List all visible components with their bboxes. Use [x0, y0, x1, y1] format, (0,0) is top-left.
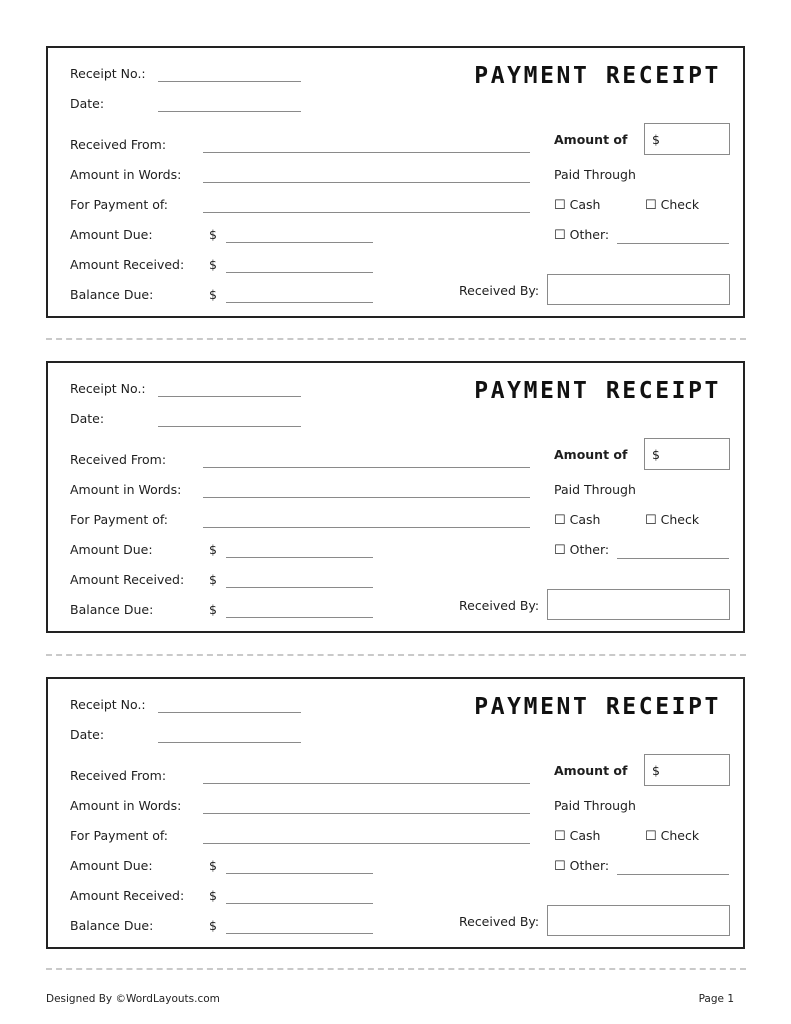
- amount-of-field[interactable]: [644, 438, 730, 470]
- received-from-label: Received From:: [70, 768, 167, 783]
- checkbox-icon[interactable]: ☐: [554, 513, 566, 528]
- payment-receipt: [46, 361, 745, 633]
- date-field[interactable]: [158, 742, 301, 743]
- balance-due-label: Balance Due:: [70, 918, 154, 933]
- currency-symbol: $: [209, 602, 217, 617]
- cut-line: [46, 338, 746, 340]
- currency-symbol: $: [209, 287, 217, 302]
- amount-of-field[interactable]: [644, 754, 730, 786]
- for-payment-of-field[interactable]: [203, 843, 530, 844]
- date-label: Date:: [70, 727, 105, 742]
- amount-due-label: Amount Due:: [70, 858, 153, 873]
- balance-due-field[interactable]: [226, 933, 373, 934]
- currency-symbol: $: [209, 858, 217, 873]
- currency-symbol: $: [209, 542, 217, 557]
- date-field[interactable]: [158, 111, 301, 112]
- amount-in-words-label: Amount in Words:: [70, 482, 182, 497]
- other-field[interactable]: [617, 243, 729, 244]
- received-from-field[interactable]: [203, 783, 530, 784]
- checkbox-icon[interactable]: ☐: [645, 198, 657, 213]
- paid-through-label: Paid Through: [554, 167, 636, 182]
- received-by-label: Received By:: [459, 598, 540, 613]
- page-number: Page 1: [698, 993, 734, 1005]
- amount-received-label: Amount Received:: [70, 257, 185, 272]
- balance-due-field[interactable]: [226, 302, 373, 303]
- checkbox-icon[interactable]: ☐: [554, 228, 566, 243]
- amount-in-words-label: Amount in Words:: [70, 167, 182, 182]
- receipt-no-label: Receipt No.:: [70, 697, 146, 712]
- currency-symbol: $: [209, 918, 217, 933]
- receipt-no-field[interactable]: [158, 81, 301, 82]
- receipt-title: PAYMENT RECEIPT: [474, 378, 721, 404]
- balance-due-label: Balance Due:: [70, 602, 154, 617]
- check-option[interactable]: [645, 828, 699, 844]
- date-label: Date:: [70, 411, 105, 426]
- amount-of-label: Amount of: [554, 763, 628, 778]
- currency-symbol: $: [209, 227, 217, 242]
- currency-symbol: $: [209, 257, 217, 272]
- amount-of-label: Amount of: [554, 132, 628, 147]
- amount-in-words-field[interactable]: [203, 813, 530, 814]
- amount-due-label: Amount Due:: [70, 227, 153, 242]
- received-from-field[interactable]: [203, 152, 530, 153]
- other-option[interactable]: [554, 542, 609, 558]
- amount-due-label: Amount Due:: [70, 542, 153, 557]
- for-payment-of-field[interactable]: [203, 212, 530, 213]
- payment-receipt: [46, 46, 745, 318]
- received-from-label: Received From:: [70, 452, 167, 467]
- cash-label: Cash: [569, 197, 601, 212]
- currency-symbol: $: [652, 132, 660, 147]
- other-option[interactable]: [554, 858, 609, 874]
- amount-due-field[interactable]: [226, 873, 373, 874]
- date-label: Date:: [70, 96, 105, 111]
- designed-by-credit: Designed By ©WordLayouts.com: [46, 993, 220, 1005]
- other-label: Other:: [569, 858, 610, 873]
- paid-through-label: Paid Through: [554, 482, 636, 497]
- checkbox-icon[interactable]: ☐: [554, 543, 566, 558]
- receipt-title: PAYMENT RECEIPT: [474, 63, 721, 89]
- paid-through-label: Paid Through: [554, 798, 636, 813]
- cut-line: [46, 654, 746, 656]
- payment-receipt: [46, 677, 745, 949]
- balance-due-field[interactable]: [226, 617, 373, 618]
- amount-due-field[interactable]: [226, 242, 373, 243]
- receipt-no-label: Receipt No.:: [70, 66, 146, 81]
- cash-option[interactable]: [554, 197, 600, 213]
- received-by-field[interactable]: [547, 274, 730, 305]
- date-field[interactable]: [158, 426, 301, 427]
- balance-due-label: Balance Due:: [70, 287, 154, 302]
- receipt-no-label: Receipt No.:: [70, 381, 146, 396]
- checkbox-icon[interactable]: ☐: [554, 198, 566, 213]
- check-label: Check: [660, 828, 700, 843]
- checkbox-icon[interactable]: ☐: [554, 829, 566, 844]
- for-payment-of-field[interactable]: [203, 527, 530, 528]
- amount-in-words-field[interactable]: [203, 497, 530, 498]
- cash-label: Cash: [569, 828, 601, 843]
- amount-received-field[interactable]: [226, 903, 373, 904]
- checkbox-icon[interactable]: ☐: [645, 513, 657, 528]
- check-label: Check: [660, 197, 700, 212]
- amount-of-label: Amount of: [554, 447, 628, 462]
- cut-line: [46, 968, 746, 970]
- checkbox-icon[interactable]: ☐: [645, 829, 657, 844]
- received-from-label: Received From:: [70, 137, 167, 152]
- cash-label: Cash: [569, 512, 601, 527]
- receipt-no-field[interactable]: [158, 712, 301, 713]
- receipt-title: PAYMENT RECEIPT: [474, 694, 721, 720]
- amount-in-words-label: Amount in Words:: [70, 798, 182, 813]
- other-label: Other:: [569, 227, 610, 242]
- received-by-field[interactable]: [547, 589, 730, 620]
- amount-of-field[interactable]: [644, 123, 730, 155]
- cash-option[interactable]: [554, 512, 600, 528]
- other-option[interactable]: [554, 227, 609, 243]
- currency-symbol: $: [209, 572, 217, 587]
- received-from-field[interactable]: [203, 467, 530, 468]
- for-payment-of-label: For Payment of:: [70, 828, 169, 843]
- amount-received-field[interactable]: [226, 587, 373, 588]
- receipt-no-field[interactable]: [158, 396, 301, 397]
- received-by-label: Received By:: [459, 914, 540, 929]
- amount-in-words-field[interactable]: [203, 182, 530, 183]
- check-label: Check: [660, 512, 700, 527]
- currency-symbol: $: [209, 888, 217, 903]
- amount-received-label: Amount Received:: [70, 572, 185, 587]
- for-payment-of-label: For Payment of:: [70, 197, 169, 212]
- currency-symbol: $: [652, 763, 660, 778]
- received-by-label: Received By:: [459, 283, 540, 298]
- cash-option[interactable]: [554, 828, 600, 844]
- check-option[interactable]: [645, 512, 699, 528]
- checkbox-icon[interactable]: ☐: [554, 859, 566, 874]
- for-payment-of-label: For Payment of:: [70, 512, 169, 527]
- amount-received-label: Amount Received:: [70, 888, 185, 903]
- other-field[interactable]: [617, 874, 729, 875]
- currency-symbol: $: [652, 447, 660, 462]
- amount-received-field[interactable]: [226, 272, 373, 273]
- amount-due-field[interactable]: [226, 557, 373, 558]
- other-label: Other:: [569, 542, 610, 557]
- other-field[interactable]: [617, 558, 729, 559]
- received-by-field[interactable]: [547, 905, 730, 936]
- check-option[interactable]: [645, 197, 699, 213]
